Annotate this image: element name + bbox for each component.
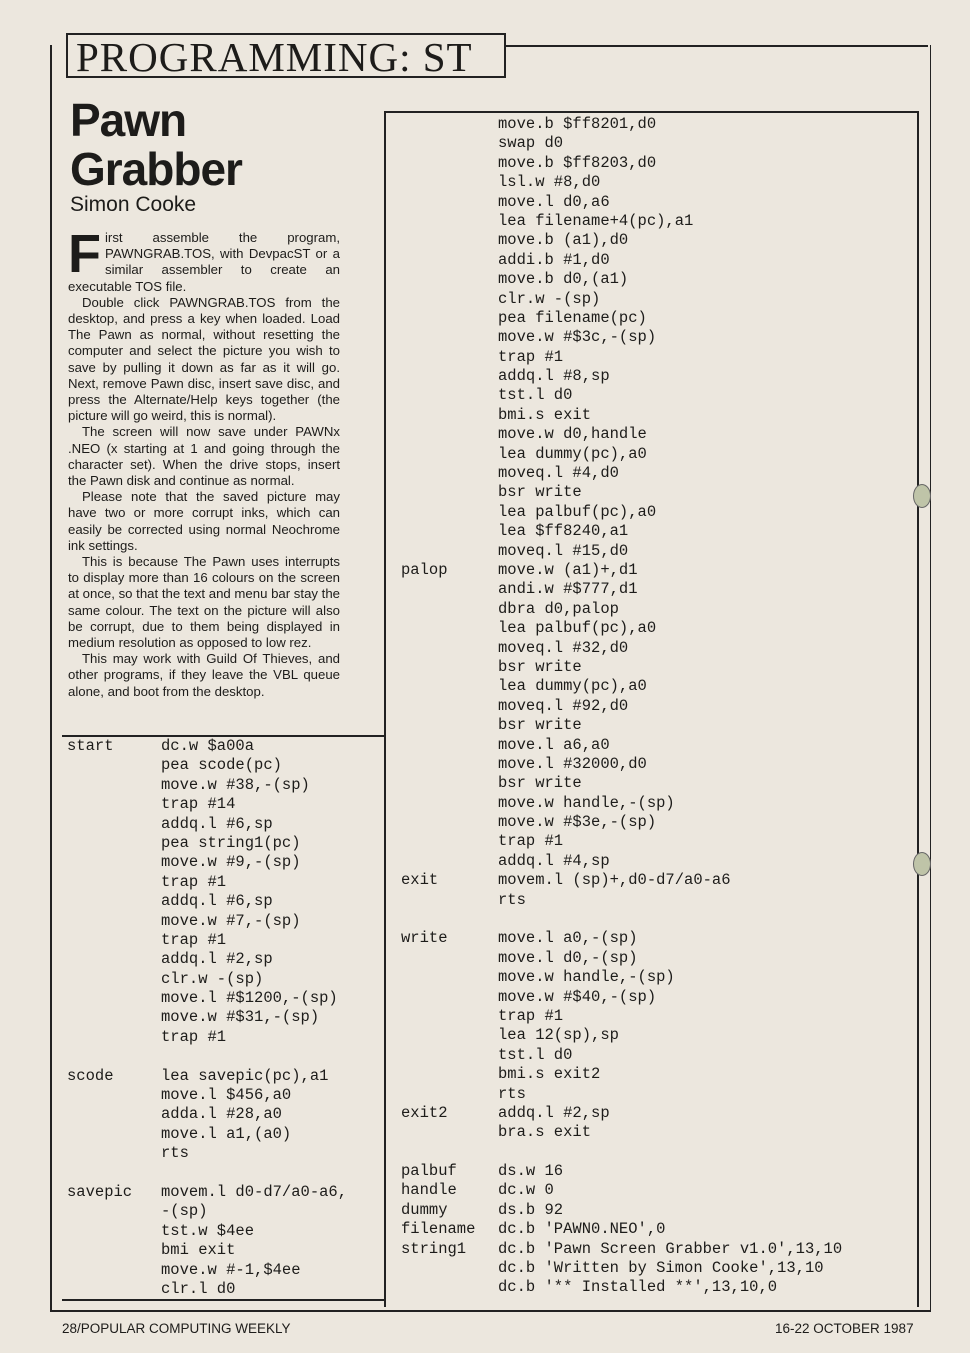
- code-instruction: move.l #$1200,-(sp): [161, 989, 338, 1008]
- code-line: [401, 445, 842, 464]
- code-line: [401, 1143, 842, 1162]
- code-line: [401, 483, 842, 502]
- code-instruction: move.b $ff8201,d0: [498, 115, 657, 133]
- code-instruction: move.w #$40,-(sp): [498, 987, 657, 1006]
- code-line: [401, 891, 842, 910]
- paragraph-3: The screen will now save under PAWNx .NEO (x starting at 1 and going through the character set). When the drive stops, insert the Pawn disk and continue as normal.: [68, 424, 340, 489]
- code-instruction: lea 12(sp),sp: [498, 1026, 619, 1045]
- code-label: savepic: [67, 1182, 133, 1201]
- paragraph-1: First assemble the program, PAWNGRAB.TOS, with DevpacST or a similar assembler to create an executable TOS file.: [68, 224, 340, 294]
- code-instruction: move.l a6,a0: [498, 735, 610, 754]
- code-instruction: bsr write: [498, 483, 582, 502]
- code-line: [67, 776, 347, 795]
- code-instruction: move.w handle,-(sp): [498, 793, 675, 812]
- code-line: [401, 522, 842, 541]
- code-line: [401, 871, 842, 890]
- code-instruction: move.l $456,a0: [161, 1086, 292, 1105]
- code-line: [401, 1085, 842, 1104]
- code-instruction: move.w handle,-(sp): [498, 968, 675, 987]
- title-line-2: Grabber: [70, 143, 242, 195]
- code-line: [401, 910, 842, 929]
- code-instruction: bmi exit: [161, 1241, 236, 1260]
- code-line: [67, 1222, 347, 1241]
- code-instruction: move.b (a1),d0: [498, 231, 629, 250]
- code-instruction: addi.b #1,d0: [498, 250, 610, 269]
- code-instruction: ds.w 16: [498, 1162, 564, 1181]
- code-instruction: lea palbuf(pc),a0: [498, 619, 657, 638]
- article-body: [68, 224, 340, 700]
- code-instruction: -(sp): [161, 1202, 208, 1221]
- code-line: [67, 1202, 347, 1221]
- code-line: [401, 1220, 842, 1239]
- code-instruction: move.l d0,-(sp): [498, 948, 638, 967]
- code-line: [401, 154, 842, 173]
- paragraph-5: This is because The Pawn uses interrupts to display more than 16 colours on the screen at once, so that the text and menu bar stay the same colour. The text on the picture will also be corrupt, due to them being displayed in medium resolution as opposed to low rez.: [68, 554, 340, 651]
- code-line: [401, 1240, 842, 1259]
- code-line: [401, 949, 842, 968]
- code-line: [67, 892, 347, 911]
- code-line: [67, 834, 347, 853]
- code-instruction: lea dummy(pc),a0: [498, 444, 647, 463]
- code-instruction: dc.b '** Installed **',13,10,0: [498, 1278, 778, 1297]
- code-line: [67, 1047, 347, 1066]
- code-label: filename: [401, 1220, 476, 1239]
- code-instruction: addq.l #6,sp: [161, 814, 273, 833]
- code-instruction: move.w #9,-(sp): [161, 853, 301, 872]
- code-line: [401, 1201, 842, 1220]
- code-line: [401, 697, 842, 716]
- code-line: [401, 968, 842, 987]
- code-line: [401, 1104, 842, 1123]
- code-instruction: move.l #32000,d0: [498, 754, 647, 773]
- code-instruction: moveq.l #15,d0: [498, 541, 629, 560]
- code-line: [67, 1261, 347, 1280]
- footer-publication: 28/POPULAR COMPUTING WEEKLY: [62, 1321, 291, 1336]
- code-instruction: addq.l #6,sp: [161, 892, 273, 911]
- code-line: [67, 756, 347, 775]
- code-instruction: lsl.w #8,d0: [498, 173, 601, 192]
- header-rule: [505, 45, 928, 47]
- code-instruction: dc.b 'Pawn Screen Grabber v1.0',13,10: [498, 1239, 843, 1258]
- code-instruction: rts: [498, 890, 526, 909]
- code-line: [67, 1125, 347, 1144]
- code-line: [401, 367, 842, 386]
- code-line: [401, 251, 842, 270]
- code-line: [401, 561, 842, 580]
- code-instruction: dc.w $a00a: [161, 737, 255, 755]
- drop-cap: F: [68, 224, 101, 284]
- code-line: [67, 1067, 347, 1086]
- code-label: dummy: [401, 1200, 448, 1219]
- code-instruction: dbra d0,palop: [498, 599, 619, 618]
- code-line: [401, 1123, 842, 1142]
- code-line: [67, 1164, 347, 1183]
- code-line: [401, 1007, 842, 1026]
- code-listing-right: [401, 115, 842, 1298]
- code-line: [67, 1028, 347, 1047]
- article-author: Simon Cooke: [70, 193, 197, 216]
- code-line: [401, 639, 842, 658]
- code-instruction: bmi.s exit: [498, 405, 592, 424]
- code-line: [401, 173, 842, 192]
- code-line: [67, 1241, 347, 1260]
- code-instruction: tst.l d0: [498, 386, 573, 405]
- code-instruction: dc.b 'Written by Simon Cooke',13,10: [498, 1259, 824, 1278]
- code-line: [401, 542, 842, 561]
- code-instruction: move.w #7,-(sp): [161, 911, 301, 930]
- code-instruction: trap #1: [161, 930, 227, 949]
- code-line: [401, 425, 842, 444]
- code-instruction: addq.l #8,sp: [498, 367, 610, 386]
- code-line: [401, 1181, 842, 1200]
- code-line: [401, 1259, 842, 1278]
- code-instruction: move.w #$3e,-(sp): [498, 813, 657, 832]
- code-line: [401, 406, 842, 425]
- code-label: palop: [401, 560, 448, 579]
- code-instruction: tst.w $4ee: [161, 1221, 255, 1240]
- code-line: [67, 873, 347, 892]
- code-line: [401, 832, 842, 851]
- code-instruction: trap #1: [498, 347, 564, 366]
- paragraph-4: Please note that the saved picture may have two or more corrupt inks, which can easily be corrected using normal Neochrome ink settings.: [68, 489, 340, 553]
- code-instruction: lea dummy(pc),a0: [498, 677, 647, 696]
- code-instruction: ds.b 92: [498, 1200, 564, 1219]
- code-label: start: [67, 737, 114, 755]
- code-instruction: addq.l #2,sp: [161, 950, 273, 969]
- code-instruction: move.w #-1,$4ee: [161, 1260, 301, 1279]
- code-instruction: move.w #$31,-(sp): [161, 1008, 320, 1027]
- code-instruction: lea $ff8240,a1: [498, 522, 629, 541]
- code-instruction: rts: [161, 1144, 189, 1163]
- code-line: [401, 619, 842, 638]
- code-label: handle: [401, 1181, 457, 1200]
- paragraph-6: This may work with Guild Of Thieves, and other programs, if they leave the VBL queue alone, and boot from the desktop.: [68, 651, 340, 699]
- code-line: [401, 736, 842, 755]
- code-label: exit2: [401, 1103, 448, 1122]
- section-header: PROGRAMMING: ST: [66, 33, 506, 78]
- code-line: [401, 658, 842, 677]
- code-line: [401, 290, 842, 309]
- code-instruction: clr.l d0: [161, 1279, 236, 1298]
- code-line: [67, 970, 347, 989]
- code-line: [67, 1008, 347, 1027]
- code-line: [401, 386, 842, 405]
- code-line: [401, 852, 842, 871]
- code-instruction: andi.w #$777,d1: [498, 580, 638, 599]
- code-instruction: bsr write: [498, 657, 582, 676]
- code-instruction: bsr write: [498, 774, 582, 793]
- code-line: [401, 580, 842, 599]
- code-instruction: pea filename(pc): [498, 308, 647, 327]
- code-line: [67, 1086, 347, 1105]
- code-instruction: move.w (a1)+,d1: [498, 560, 638, 579]
- code-line: [67, 1105, 347, 1124]
- code-instruction: tst.l d0: [498, 1045, 573, 1064]
- code-instruction: move.l d0,a6: [498, 192, 610, 211]
- code-instruction: trap #1: [498, 1006, 564, 1025]
- code-instruction: adda.l #28,a0: [161, 1105, 282, 1124]
- code-instruction: dc.w 0: [498, 1181, 554, 1200]
- article-title: [70, 96, 242, 194]
- code-line: [401, 774, 842, 793]
- code-instruction: move.l a0,-(sp): [498, 929, 638, 948]
- code-line: [67, 912, 347, 931]
- code-line: [67, 795, 347, 814]
- code-line: [67, 950, 347, 969]
- code-line: [401, 600, 842, 619]
- code-line: [67, 1280, 347, 1299]
- code-instruction: bra.s exit: [498, 1123, 592, 1142]
- code-line: [401, 1278, 842, 1297]
- code-instruction: pea scode(pc): [161, 756, 282, 775]
- code-instruction: trap #14: [161, 795, 236, 814]
- code-line: [401, 212, 842, 231]
- code-instruction: movem.l (sp)+,d0-d7/a0-a6: [498, 871, 731, 890]
- code-instruction: move.w d0,handle: [498, 425, 647, 444]
- code-line: [67, 931, 347, 950]
- code-line: [67, 989, 347, 1008]
- code-line: [401, 348, 842, 367]
- code-line: [67, 815, 347, 834]
- code-line: [401, 464, 842, 483]
- code-line: [401, 929, 842, 948]
- code-line: [401, 716, 842, 735]
- code-label: string1: [401, 1239, 467, 1258]
- code-instruction: move.w #$3c,-(sp): [498, 328, 657, 347]
- code-instruction: rts: [498, 1084, 526, 1103]
- code-instruction: trap #1: [161, 872, 227, 891]
- code-line: [401, 794, 842, 813]
- code-instruction: trap #1: [161, 1027, 227, 1046]
- code-listing-left: [67, 737, 347, 1299]
- code-instruction: move.b $ff8203,d0: [498, 153, 657, 172]
- paragraph-2: Double click PAWNGRAB.TOS from the desktop, and press a key when loaded. Load The Pawn as normal, without resetting the computer and select the picture you wish to save by pulling it down as far as it will go. Next, remove Pawn disc, insert save disc, and press the Alternate/Help keys together (the picture will go weird, this is normal).: [68, 294, 340, 424]
- code-instruction: dc.b 'PAWN0.NEO',0: [498, 1220, 666, 1239]
- code-instruction: swap d0: [498, 134, 564, 153]
- code-line: [401, 1162, 842, 1181]
- code-instruction: moveq.l #32,d0: [498, 638, 629, 657]
- footer-date: 16-22 OCTOBER 1987: [775, 1321, 914, 1336]
- code-line: [401, 1046, 842, 1065]
- code-line: [67, 1183, 347, 1202]
- code-instruction: move.l a1,(a0): [161, 1124, 292, 1143]
- code-line: [401, 813, 842, 832]
- code-instruction: clr.w -(sp): [498, 289, 601, 308]
- code-line: [67, 1144, 347, 1163]
- code-line: [67, 853, 347, 872]
- code-line: [401, 1026, 842, 1045]
- code-label: exit: [401, 871, 439, 890]
- code-label: scode: [67, 1066, 114, 1085]
- code-line: [67, 737, 347, 756]
- code-label: write: [401, 929, 448, 948]
- code-instruction: lea palbuf(pc),a0: [498, 502, 657, 521]
- code-instruction: move.w #38,-(sp): [161, 775, 310, 794]
- code-instruction: lea filename+4(pc),a1: [498, 211, 694, 230]
- code-line: [401, 270, 842, 289]
- code-line: [401, 231, 842, 250]
- code-line: [401, 193, 842, 212]
- code-instruction: bsr write: [498, 716, 582, 735]
- code-line: [401, 115, 842, 134]
- code-line: [401, 677, 842, 696]
- code-instruction: addq.l #4,sp: [498, 851, 610, 870]
- code-instruction: lea savepic(pc),a1: [161, 1066, 329, 1085]
- code-line: [401, 1065, 842, 1084]
- code-instruction: moveq.l #92,d0: [498, 696, 629, 715]
- code-line: [401, 988, 842, 1007]
- code-line: [401, 503, 842, 522]
- code-instruction: movem.l d0-d7/a0-a6,: [161, 1182, 348, 1201]
- binder-hole-icon: [913, 852, 931, 876]
- code-line: [401, 309, 842, 328]
- code-instruction: move.b d0,(a1): [498, 270, 629, 289]
- code-line: [401, 134, 842, 153]
- code-instruction: trap #1: [498, 832, 564, 851]
- code-label: palbuf: [401, 1162, 457, 1181]
- code-line: [401, 755, 842, 774]
- binder-hole-icon: [913, 484, 931, 508]
- code-instruction: pea string1(pc): [161, 833, 301, 852]
- title-line-1: Pawn: [70, 94, 187, 146]
- code-instruction: moveq.l #4,d0: [498, 464, 619, 483]
- code-instruction: clr.w -(sp): [161, 969, 264, 988]
- code-instruction: addq.l #2,sp: [498, 1103, 610, 1122]
- code-line: [401, 328, 842, 347]
- code-instruction: bmi.s exit2: [498, 1065, 601, 1084]
